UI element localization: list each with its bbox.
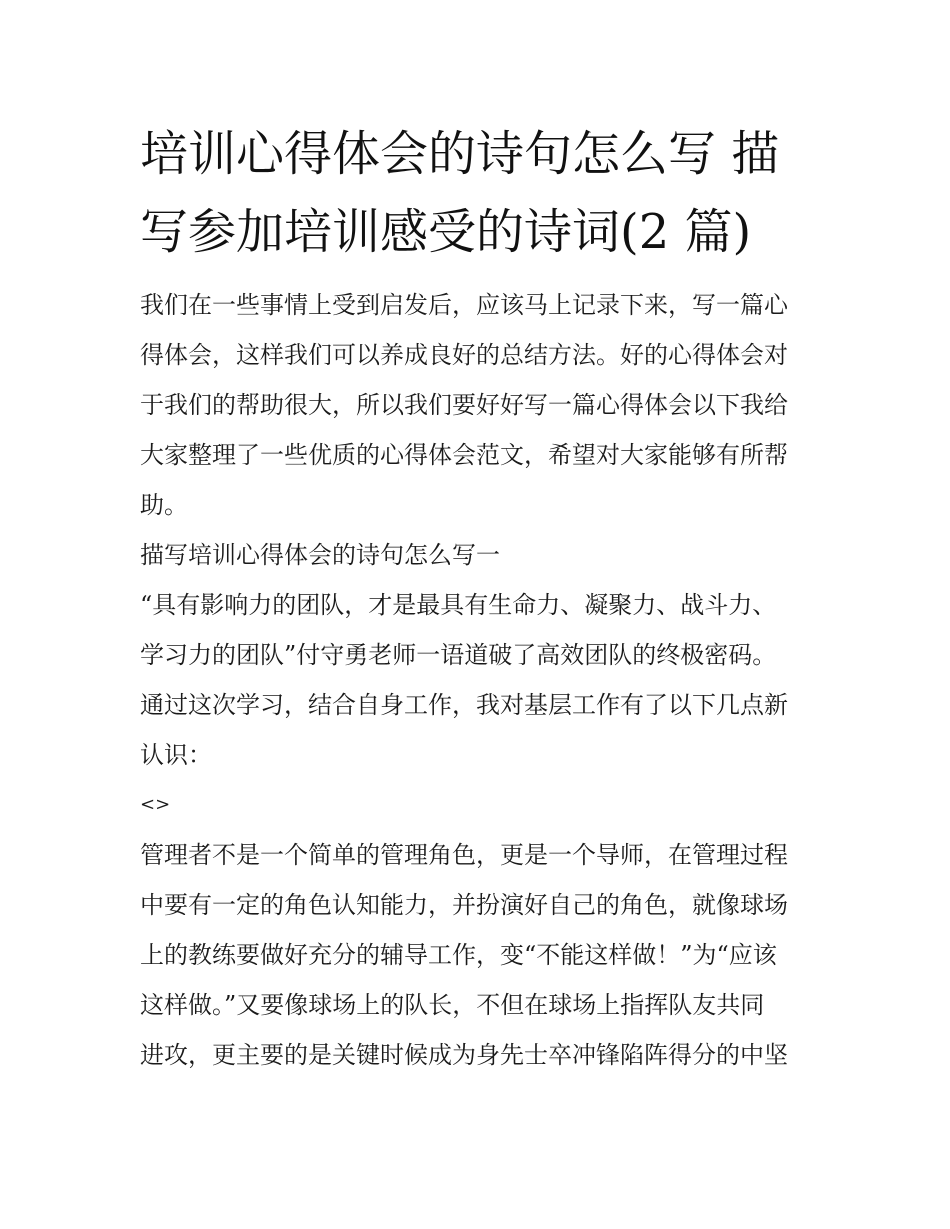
document-body (140, 280, 820, 1080)
paragraph-line: 助。 (140, 491, 188, 519)
paragraph-line: 我们在一些事情上受到启发后，应该马上记录下来，写一篇心 (140, 291, 788, 319)
body-paragraph (140, 830, 820, 1080)
study-paragraph (140, 680, 820, 780)
paragraph-line: “具有影响力的团队，才是最具有生命力、凝聚力、战斗力、 (140, 591, 777, 619)
paragraph-line: 管理者不是一个简单的管理角色，更是一个导师，在管理过程 (140, 841, 788, 869)
title-line: 培训心得体会的诗句怎么写 描 (140, 126, 780, 182)
title-line: 写参加培训感受的诗词(2 篇) (140, 204, 752, 260)
quote-paragraph (140, 580, 820, 680)
paragraph-line: 中要有一定的角色认知能力，并扮演好自己的角色，就像球场 (140, 891, 788, 919)
paragraph-line: 通过这次学习，结合自身工作，我对基层工作有了以下几点新 (140, 691, 788, 719)
section-heading: 描写培训心得体会的诗句怎么写一 (140, 541, 500, 569)
intro-paragraph (140, 280, 820, 530)
paragraph-line: 学习力的团队”付守勇老师一语道破了高效团队的终极密码。 (140, 641, 777, 669)
paragraph-line: 于我们的帮助很大，所以我们要好好写一篇心得体会以下我给 (140, 391, 788, 419)
paragraph-line: 进攻，更主要的是关键时候成为身先士卒冲锋陷阵得分的中坚 (140, 1041, 788, 1069)
paragraph-line: 这样做。”又要像球场上的队长，不但在球场上指挥队友共同 (140, 991, 765, 1019)
paragraph-line: 上的教练要做好充分的辅导工作，变“不能这样做！”为“应该 (140, 941, 777, 969)
paragraph-line: 大家整理了一些优质的心得体会范文，希望对大家能够有所帮 (140, 441, 788, 469)
list-marker: <> (140, 794, 171, 815)
paragraph-line: 认识： (140, 741, 212, 769)
document-title (140, 115, 820, 271)
paragraph-line: 得体会，这样我们可以养成良好的总结方法。好的心得体会对 (140, 341, 788, 369)
